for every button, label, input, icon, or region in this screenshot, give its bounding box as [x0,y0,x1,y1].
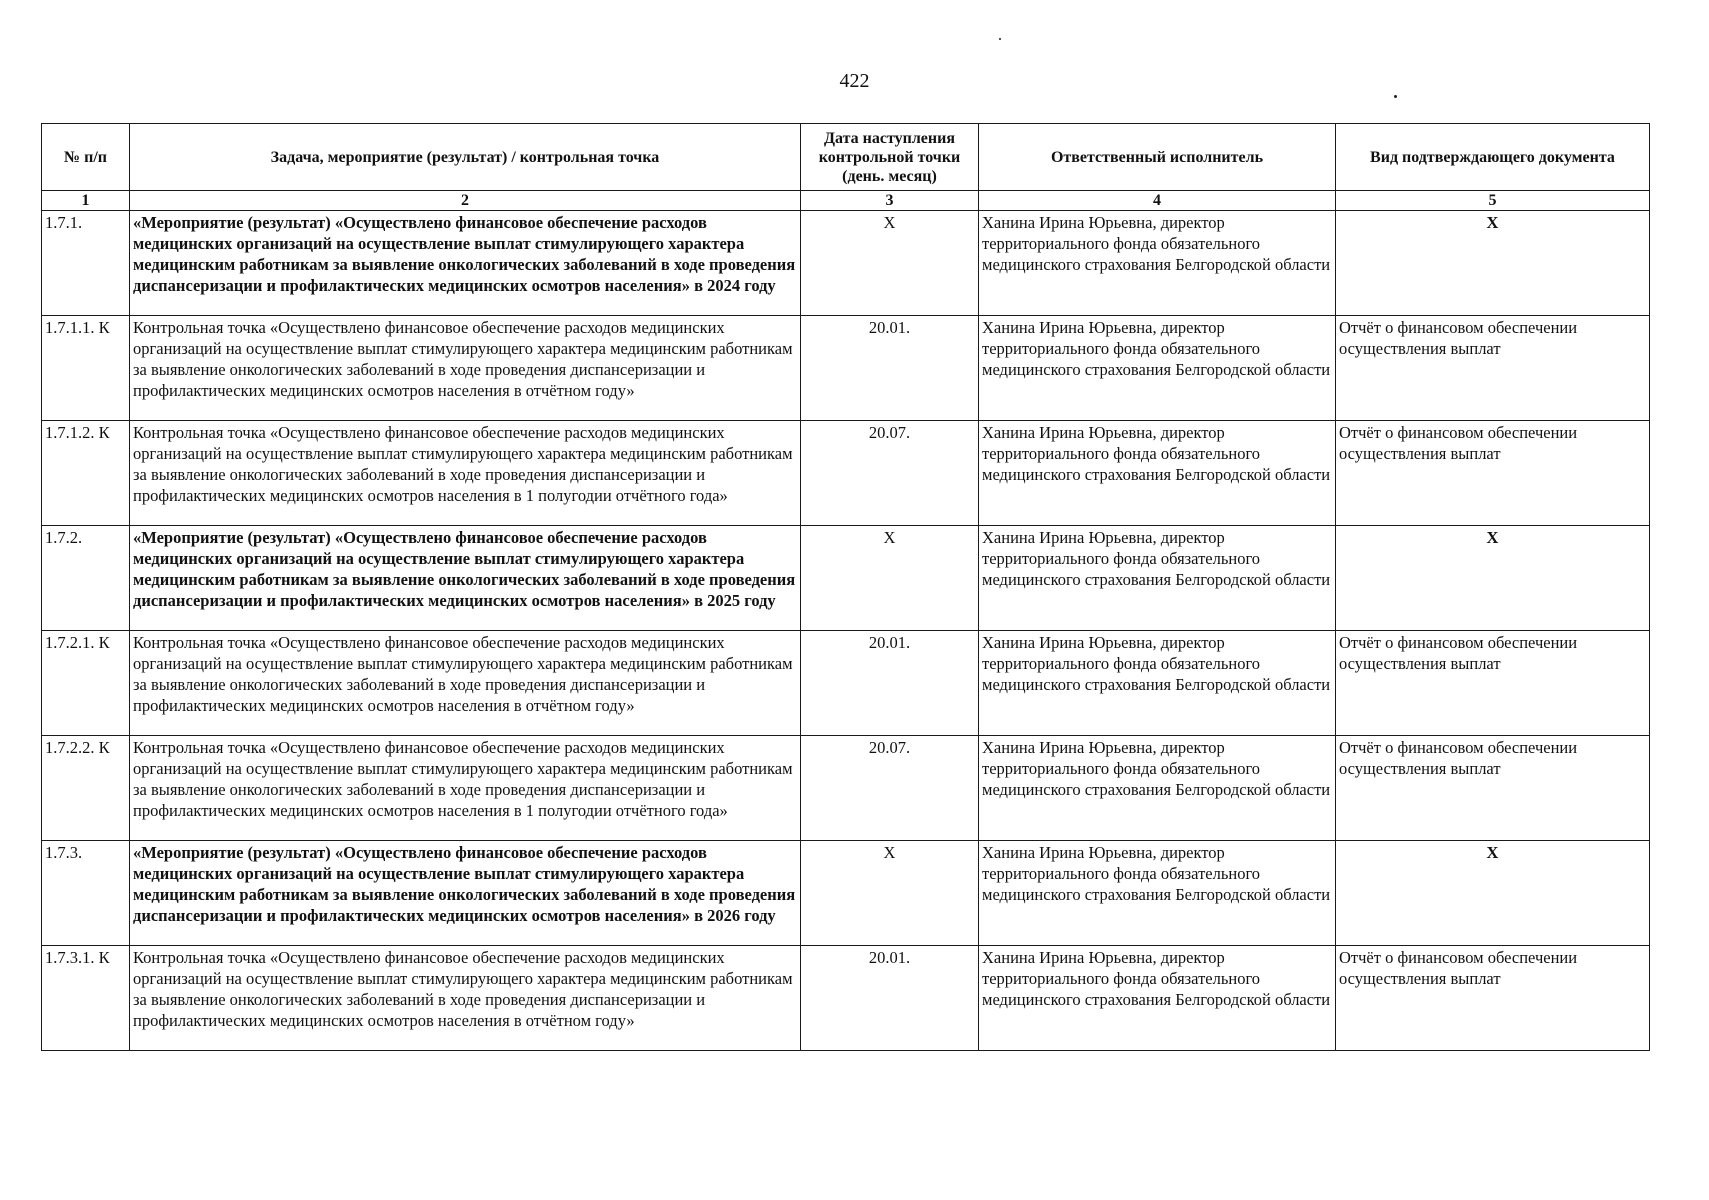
row-number: 1.7.2. [42,526,130,631]
row-executor: Ханина Ирина Юрьевна, директор территориального фонда обязательного медицинского страхования Белгородской области [979,526,1336,631]
row-document: Отчёт о финансовом обеспечении осуществления выплат [1336,946,1650,1051]
header-number: № п/п [42,124,130,191]
row-task: Контрольная точка «Осуществлено финансовое обеспечение расходов медицинских организаций на осуществление выплат стимулирующего характера медицинским работникам за выявление онкологических заболеваний в ходе проведения диспансеризации и профилактических медицинских осмотров населения в 1 полугодии отчётного года» [130,421,801,526]
control-points-table [41,123,1650,1051]
row-date: 20.01. [801,631,979,736]
table-row [42,736,1650,841]
scan-speck [1394,95,1397,98]
row-date: X [801,526,979,631]
scan-speck [999,38,1001,40]
row-number: 1.7.1.1. К [42,316,130,421]
table-row [42,841,1650,946]
row-date: 20.01. [801,316,979,421]
table-row [42,631,1650,736]
table-row [42,211,1650,316]
table-row [42,316,1650,421]
table-row [42,526,1650,631]
column-number: 5 [1336,191,1650,211]
row-number: 1.7.2.2. К [42,736,130,841]
table-row [42,946,1650,1051]
page-number: 422 [839,70,870,92]
row-number: 1.7.3.1. К [42,946,130,1051]
table-row [42,421,1650,526]
row-document: Отчёт о финансовом обеспечении осуществления выплат [1336,421,1650,526]
column-number: 2 [130,191,801,211]
table-header-row [42,124,1650,191]
header-date: Дата наступления контрольной точки (день. месяц) [801,124,979,191]
row-number: 1.7.1.2. К [42,421,130,526]
row-executor: Ханина Ирина Юрьевна, директор территориального фонда обязательного медицинского страхования Белгородской области [979,316,1336,421]
row-date: 20.01. [801,946,979,1051]
row-date: X [801,211,979,316]
column-number: 3 [801,191,979,211]
row-executor: Ханина Ирина Юрьевна, директор территориального фонда обязательного медицинского страхования Белгородской области [979,631,1336,736]
row-document: Отчёт о финансовом обеспечении осуществления выплат [1336,736,1650,841]
row-executor: Ханина Ирина Юрьевна, директор территориального фонда обязательного медицинского страхования Белгородской области [979,211,1336,316]
header-document: Вид подтверждающего документа [1336,124,1650,191]
row-document: Отчёт о финансовом обеспечении осуществления выплат [1336,316,1650,421]
header-executor: Ответственный исполнитель [979,124,1336,191]
column-numbers-row [42,191,1650,211]
column-number: 4 [979,191,1336,211]
row-date: 20.07. [801,736,979,841]
row-executor: Ханина Ирина Юрьевна, директор территориального фонда обязательного медицинского страхования Белгородской области [979,736,1336,841]
column-number: 1 [42,191,130,211]
row-number: 1.7.2.1. К [42,631,130,736]
row-document: X [1336,526,1650,631]
header-task: Задача, мероприятие (результат) / контрольная точка [130,124,801,191]
row-task: Контрольная точка «Осуществлено финансовое обеспечение расходов медицинских организаций на осуществление выплат стимулирующего характера медицинским работникам за выявление онкологических заболеваний в ходе проведения диспансеризации и профилактических медицинских осмотров населения в 1 полугодии отчётного года» [130,736,801,841]
row-executor: Ханина Ирина Юрьевна, директор территориального фонда обязательного медицинского страхования Белгородской области [979,841,1336,946]
row-task: «Мероприятие (результат) «Осуществлено финансовое обеспечение расходов медицинских организаций на осуществление выплат стимулирующего характера медицинским работникам за выявление онкологических заболеваний в ходе проведения диспансеризации и профилактических медицинских осмотров населения» в 2025 году [130,526,801,631]
row-number: 1.7.1. [42,211,130,316]
row-task: «Мероприятие (результат) «Осуществлено финансовое обеспечение расходов медицинских организаций на осуществление выплат стимулирующего характера медицинским работникам за выявление онкологических заболеваний в ходе проведения диспансеризации и профилактических медицинских осмотров населения» в 2024 году [130,211,801,316]
row-task: «Мероприятие (результат) «Осуществлено финансовое обеспечение расходов медицинских организаций на осуществление выплат стимулирующего характера медицинским работникам за выявление онкологических заболеваний в ходе проведения диспансеризации и профилактических медицинских осмотров населения» в 2026 году [130,841,801,946]
row-document: Отчёт о финансовом обеспечении осуществления выплат [1336,631,1650,736]
row-task: Контрольная точка «Осуществлено финансовое обеспечение расходов медицинских организаций на осуществление выплат стимулирующего характера медицинским работникам за выявление онкологических заболеваний в ходе проведения диспансеризации и профилактических медицинских осмотров населения в отчётном году» [130,631,801,736]
row-date: 20.07. [801,421,979,526]
row-date: X [801,841,979,946]
row-document: X [1336,841,1650,946]
row-executor: Ханина Ирина Юрьевна, директор территориального фонда обязательного медицинского страхования Белгородской области [979,946,1336,1051]
row-number: 1.7.3. [42,841,130,946]
row-executor: Ханина Ирина Юрьевна, директор территориального фонда обязательного медицинского страхования Белгородской области [979,421,1336,526]
row-task: Контрольная точка «Осуществлено финансовое обеспечение расходов медицинских организаций на осуществление выплат стимулирующего характера медицинским работникам за выявление онкологических заболеваний в ходе проведения диспансеризации и профилактических медицинских осмотров населения в отчётном году» [130,946,801,1051]
row-task: Контрольная точка «Осуществлено финансовое обеспечение расходов медицинских организаций на осуществление выплат стимулирующего характера медицинским работникам за выявление онкологических заболеваний в ходе проведения диспансеризации и профилактических медицинских осмотров населения в отчётном году» [130,316,801,421]
row-document: X [1336,211,1650,316]
